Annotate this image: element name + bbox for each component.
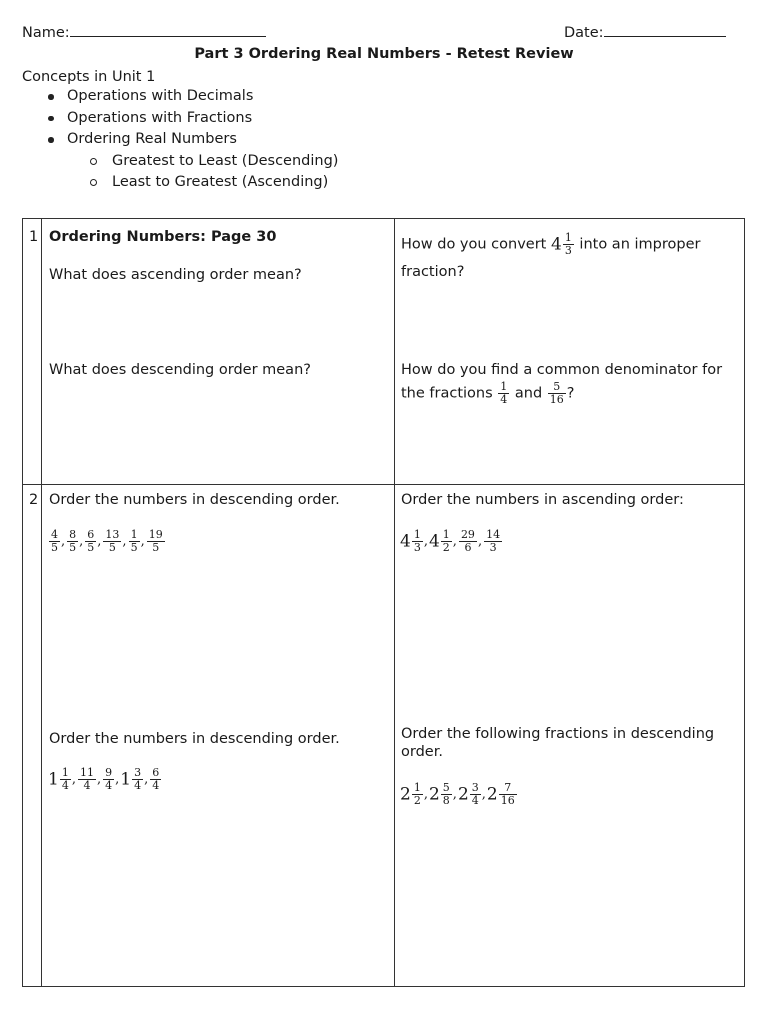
row1-right-question-2-line2 [401, 381, 574, 406]
fraction [85, 529, 96, 554]
fraction-numerator: 9 [105, 766, 113, 779]
concept-subitem: Greatest to Least (Descending) [22, 151, 338, 173]
fraction-denominator: 2 [413, 794, 421, 807]
q1-text-pre: How do you convert [401, 236, 547, 253]
fraction-numerator: 3 [134, 766, 142, 779]
fraction-numerator: 6 [152, 766, 160, 779]
fraction [499, 782, 517, 807]
fraction [459, 529, 477, 554]
list-separator: , [423, 787, 428, 802]
fraction-denominator: 8 [442, 794, 450, 807]
row1-left-question-1: What does ascending order mean? [49, 267, 302, 283]
fraction-numerator: 7 [499, 782, 517, 795]
row2-top-right-values [400, 529, 503, 554]
fraction-numerator: 8 [69, 528, 77, 541]
q2-text-end: ? [566, 385, 575, 402]
fraction-denominator: 5 [108, 541, 116, 554]
row2-top-left-prompt: Order the numbers in descending order. [49, 492, 340, 508]
date-label: Date: [564, 25, 604, 41]
fraction-denominator: 3 [489, 541, 497, 554]
date-field[interactable] [564, 24, 726, 41]
fraction-denominator: 4 [134, 779, 142, 792]
row1-right-question-2-line1: How do you find a common denominator for [401, 362, 723, 378]
worksheet-header [22, 24, 746, 44]
date-blank-line[interactable] [604, 24, 726, 37]
fraction [412, 529, 423, 554]
mixed-number-whole: 2 [486, 784, 498, 805]
fraction-numerator: 1 [442, 528, 450, 541]
fraction-denominator: 5 [69, 541, 77, 554]
fraction [147, 529, 165, 554]
fraction-denominator: 16 [500, 794, 515, 807]
fraction [67, 529, 78, 554]
mixed-number-whole: 4 [400, 531, 411, 552]
fraction-numerator: 1 [61, 766, 69, 779]
list-separator: , [452, 787, 457, 802]
list-separator: , [477, 534, 483, 549]
mixed-number-whole: 2 [457, 784, 469, 805]
row2-top-left-fractions [48, 529, 166, 554]
mixed-number-whole: 1 [48, 769, 59, 790]
fraction-denominator: 5 [87, 541, 95, 554]
row-divider [23, 484, 744, 485]
fraction [441, 782, 452, 807]
list-separator: , [144, 772, 149, 787]
fraction-numerator: 14 [486, 528, 501, 541]
fraction [60, 767, 71, 792]
fraction [103, 767, 114, 792]
fraction [412, 782, 423, 807]
concepts-heading: Concepts in Unit 1 [22, 69, 156, 85]
page-title: Part 3 Ordering Real Numbers - Retest Review [194, 46, 574, 62]
fraction [132, 767, 143, 792]
fraction-numerator: 1 [130, 528, 138, 541]
fraction: $\frac{1}{3}$ [564, 231, 572, 257]
fraction: $\frac{1}{4}$ [500, 380, 508, 406]
q2-text-and: and [514, 385, 543, 402]
fraction [150, 767, 161, 792]
fraction [484, 529, 502, 554]
number-column-divider [41, 219, 42, 986]
fraction-denominator: 5 [130, 541, 138, 554]
fraction-numerator: 19 [148, 528, 163, 541]
list-separator: , [115, 772, 120, 787]
row-number-2: 2 [29, 492, 39, 508]
fraction-numerator: 6 [87, 528, 95, 541]
row2-bottom-right-prompt-line2: order. [401, 744, 443, 760]
list-separator: , [140, 534, 145, 549]
name-field[interactable] [22, 24, 266, 41]
concepts-list [22, 86, 338, 194]
fraction-numerator: 11 [79, 766, 94, 779]
fraction-numerator: 3 [471, 781, 479, 794]
center-column-divider [394, 219, 395, 986]
fraction [78, 767, 96, 792]
list-separator: , [481, 787, 486, 802]
fraction [129, 529, 140, 554]
fraction [103, 529, 121, 554]
list-separator: , [122, 534, 127, 549]
fraction [470, 782, 481, 807]
q1-text-post: into an improper [579, 236, 701, 253]
name-label: Name: [22, 25, 70, 41]
fraction-denominator: 4 [83, 779, 91, 792]
concept-item: Ordering Real Numbers [22, 129, 338, 151]
fraction: $\frac{5}{16}$ [549, 380, 564, 406]
name-blank-line[interactable] [70, 24, 266, 37]
mixed-number-whole: 4 [550, 234, 562, 255]
q2-text-pre: the fractions [401, 385, 493, 402]
fraction-denominator: 4 [105, 779, 113, 792]
row1-right-question-1 [401, 232, 700, 257]
row2-bottom-right-prompt-line1: Order the following fractions in descending [401, 726, 715, 742]
row1-left-title: Ordering Numbers: Page 30 [49, 229, 277, 245]
fraction-denominator: 4 [61, 779, 69, 792]
concept-subitem: Least to Greatest (Ascending) [22, 172, 338, 194]
list-separator: , [452, 534, 457, 549]
row2-bottom-left-values [48, 767, 162, 792]
mixed-number-whole: 2 [400, 784, 411, 805]
fraction-numerator: 5 [442, 781, 450, 794]
mixed-number-whole: 1 [120, 769, 132, 790]
fraction [49, 529, 60, 554]
fraction-denominator: 4 [152, 779, 160, 792]
concept-item: Operations with Decimals [22, 86, 338, 108]
fraction-denominator: 6 [464, 541, 472, 554]
question-table [22, 218, 745, 987]
row2-top-right-prompt: Order the numbers in ascending order: [401, 492, 684, 508]
list-separator: , [423, 534, 428, 549]
fraction-numerator: 1 [413, 781, 421, 794]
fraction-numerator: 29 [460, 528, 475, 541]
fraction-denominator: 5 [152, 541, 160, 554]
list-separator: , [71, 772, 76, 787]
concept-item: Operations with Fractions [22, 108, 338, 130]
concepts-section [22, 68, 338, 194]
fraction-numerator: 4 [51, 528, 58, 541]
row1-left-question-2: What does descending order mean? [49, 362, 311, 378]
row2-bottom-right-values [400, 782, 518, 807]
mixed-number-whole: 4 [428, 531, 440, 552]
list-separator: , [97, 534, 102, 549]
row-number-1: 1 [29, 229, 39, 245]
fraction-denominator: 2 [442, 541, 450, 554]
fraction-denominator: 4 [471, 794, 479, 807]
fraction-numerator: 13 [105, 528, 120, 541]
fraction [441, 529, 452, 554]
fraction-numerator: 1 [413, 528, 421, 541]
row1-right-question-1-line2: fraction? [401, 264, 465, 280]
fraction-denominator: 5 [51, 541, 58, 554]
list-separator: , [61, 534, 66, 549]
list-separator: , [79, 534, 84, 549]
row2-bottom-left-prompt: Order the numbers in descending order. [49, 731, 340, 747]
fraction-denominator: 3 [413, 541, 421, 554]
mixed-number-whole: 2 [428, 784, 440, 805]
list-separator: , [96, 772, 102, 787]
